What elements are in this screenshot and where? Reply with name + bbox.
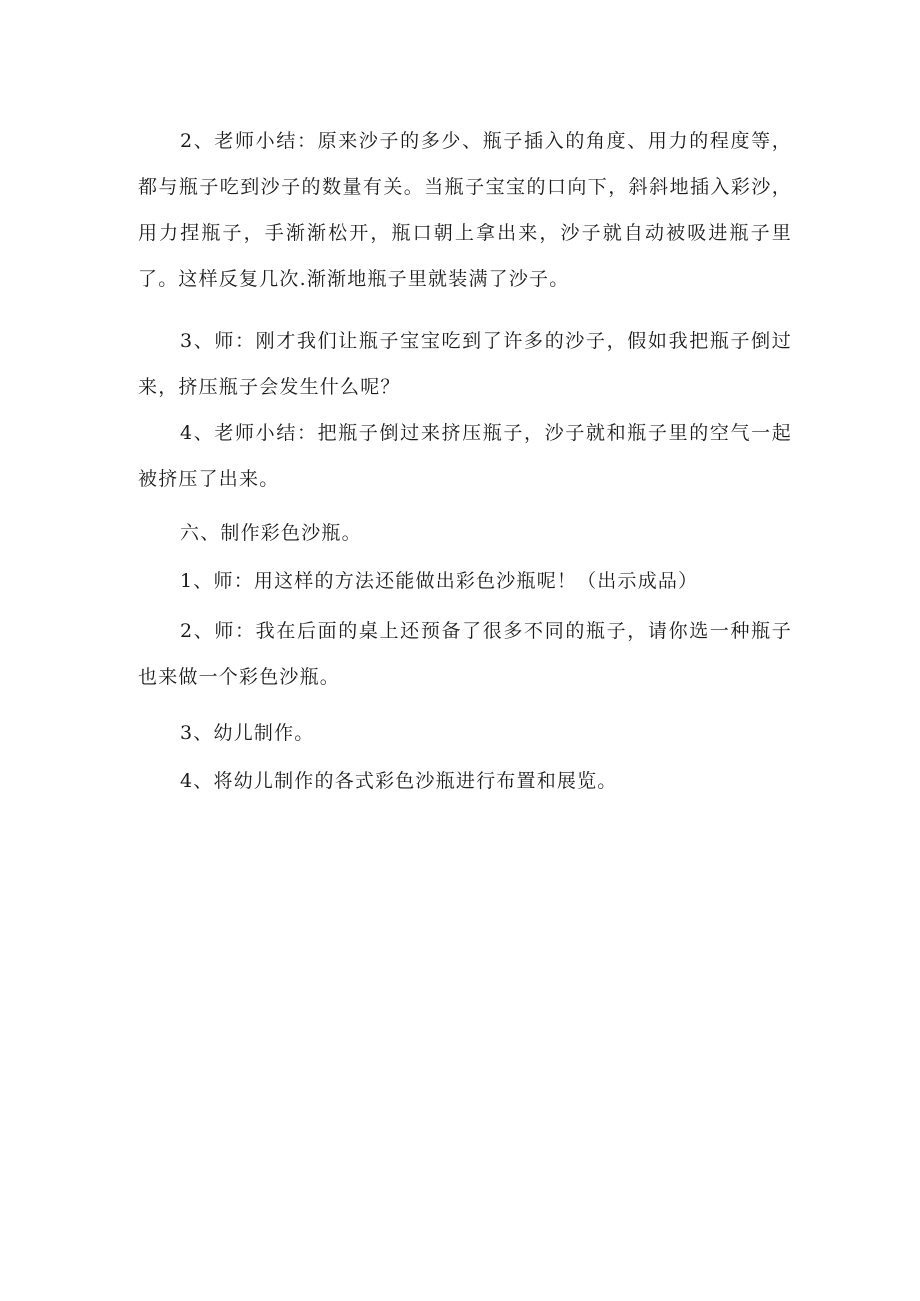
paragraph-step-2: 2、师：我在后面的桌上还预备了很多不同的瓶子，请你选一种瓶子也来做一个彩色沙瓶。 <box>138 620 792 688</box>
paragraph-step-1: 1、师：用这样的方法还能做出彩色沙瓶呢！（出示成品） <box>180 570 699 592</box>
paragraph-teacher-summary-2: 4、老师小结：把瓶子倒过来挤压瓶子，沙子就和瓶子里的空气一起被挤压了出来。 <box>138 422 792 490</box>
section-heading-make-sand-bottle: 六、制作彩色沙瓶。 <box>180 522 362 544</box>
paragraph-step-3: 3、幼儿制作。 <box>180 722 315 744</box>
paragraph-teacher-question: 3、师：刚才我们让瓶子宝宝吃到了许多的沙子，假如我把瓶子倒过来，挤压瓶子会发生什么呢？ <box>138 330 792 398</box>
paragraph-step-4: 4、将幼儿制作的各式彩色沙瓶进行布置和展览。 <box>180 770 618 792</box>
paragraph-teacher-summary-1: 2、老师小结：原来沙子的多少、瓶子插入的角度、用力的程度等，都与瓶子吃到沙子的数量有关。当瓶子宝宝的口向下，斜斜地插入彩沙，用力捏瓶子，手渐渐松开，瓶口朝上拿出来，沙子就自动被吸进瓶子里了。这样反复几次.渐渐地瓶子里就装满了沙子。 <box>138 130 792 290</box>
